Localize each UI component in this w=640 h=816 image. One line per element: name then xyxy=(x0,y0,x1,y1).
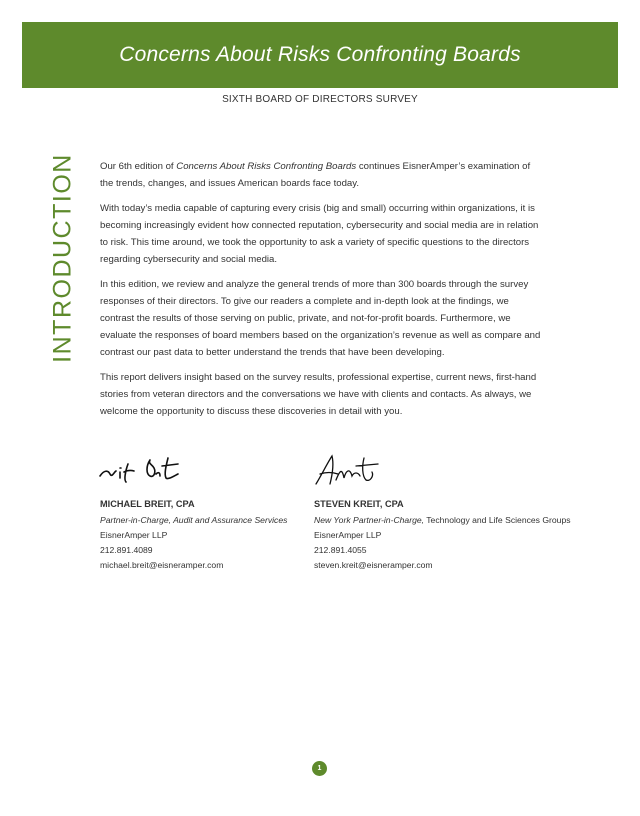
intro-p1-rest: continues EisnerAmper’s examination of the trends, changes, and issues American boards face today. xyxy=(100,161,531,189)
author-name: MICHAEL BREIT, CPA xyxy=(100,499,195,509)
intro-paragraph-4: This report delivers insight based on the survey results, professional expertise, current news, first-hand stories from veteran directors and the conversations we have with clients and contacts. As always, we welcome the opportunity to discuss these discoveries in detail with you. xyxy=(100,372,537,417)
intro-body xyxy=(100,158,544,428)
author-name: STEVEN KREIT, CPA xyxy=(314,499,404,509)
intro-paragraph-3: In this edition, we review and analyze the general trends of more than 300 boards through the survey responses of their directors. To give our readers a complete and in-depth look at the findings, we contrast the results of those serving on public, private, and not-for-profit boards. Furthermore, we evaluate the responses of board members based on the organization’s revenue as well as compare and contrast our past data to better understand the trends that have been developing. xyxy=(100,279,541,358)
author-company: EisnerAmper LLP xyxy=(314,530,382,540)
author-company: EisnerAmper LLP xyxy=(100,530,168,540)
signature-steven-kreit xyxy=(312,452,382,488)
intro-paragraph-1 xyxy=(100,158,544,192)
report-title: Concerns About Risks Confronting Boards xyxy=(119,43,521,66)
author-card-2 xyxy=(314,497,571,573)
author-phone: 212.891.4055 xyxy=(314,545,367,555)
intro-paragraph-2: With today’s media capable of capturing every crisis (big and small) occurring within organizations, it is becoming increasingly evident how connected reputation, cybersecurity and social media are in relation to risk. This time around, we took the opportunity to ask a variety of specific questions to the directors regarding cybersecurity and social media. xyxy=(100,203,539,265)
intro-p1-report-title: Concerns About Risks Confronting Boards xyxy=(176,161,357,172)
author-role: New York Partner-in-Charge, xyxy=(314,515,425,525)
section-heading: INTRODUCTION xyxy=(48,153,77,363)
signature-michael-breit xyxy=(98,452,188,486)
author-role-line xyxy=(314,513,571,528)
author-card-1 xyxy=(100,497,287,573)
author-phone: 212.891.4089 xyxy=(100,545,153,555)
title-banner xyxy=(22,22,618,88)
intro-p1-lead: Our 6th edition of xyxy=(100,161,177,172)
author-role: Partner-in-Charge, Audit and Assurance Services xyxy=(100,515,288,525)
author-email: steven.kreit@eisneramper.com xyxy=(314,560,433,570)
author-email: michael.breit@eisneramper.com xyxy=(100,560,224,570)
page-number-badge: 1 xyxy=(312,761,327,776)
author-role-line xyxy=(100,513,287,528)
author-role-rest: Technology and Life Sciences Groups xyxy=(424,515,571,525)
report-subtitle: SIXTH BOARD OF DIRECTORS SURVEY xyxy=(222,94,418,105)
